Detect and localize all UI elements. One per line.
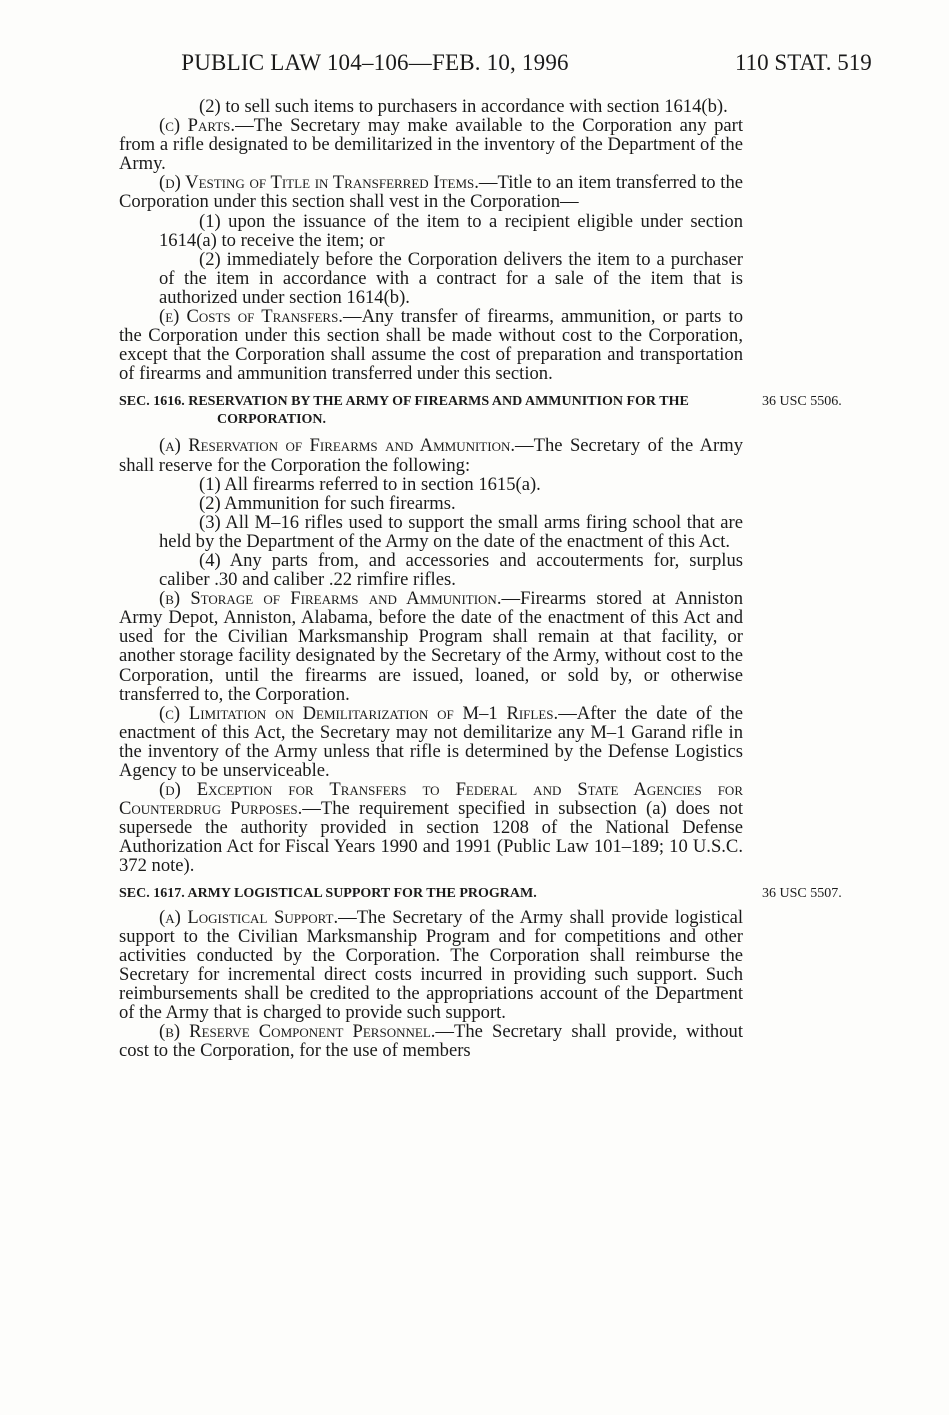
- statute-body: [119, 96, 842, 1062]
- subsection-b-reserve-personnel: (b) Reserve Component Personnel.—The Secretary shall provide, without cost to the Corporation, for the use of members: [119, 1021, 743, 1062]
- subsection-heading: (b) Reserve Component Personnel.: [159, 1021, 436, 1043]
- subsection-c-parts: (c) Parts.—The Secretary may make available to the Corporation any part from a rifle designated to be demilitarized in the inventory of the Department of the Army.: [119, 115, 743, 175]
- section-1616-heading: SEC. 1616. RESERVATION BY THE ARMY OF FIREARMS AND AMMUNITION FOR THE CORPORATION. 36 USC 5506.: [119, 394, 842, 428]
- paragraph-4-parts: (4) Any parts from, and accessories and accouterments for, surplus caliber .30 and caliber .22 rimfire rifles.: [159, 549, 743, 591]
- paragraph-2-sell-items: (2) to sell such items to purchasers in accordance with section 1614(b).: [199, 96, 728, 117]
- paragraph-3-m16-rifles: (3) All M–16 rifles used to support the small arms firing school that are held by the Department of the Army on the date of the enactment of this Act.: [159, 511, 743, 552]
- paragraph-1-issuance: (1) upon the issuance of the item to a recipient eligible under section 1614(a) to receive the item; or: [159, 210, 743, 251]
- subsection-a-reservation: (a) Reservation of Firearms and Ammunition.—The Secretary of the Army shall reserve for the Corporation the following:: [119, 435, 743, 476]
- subsection-d-vesting: (d) Vesting of Title in Transferred Items.—Title to an item transferred to the Corporation under this section shall vest in the Corporation—: [119, 172, 743, 213]
- subsection-heading: (a) Reservation of Firearms and Ammunition.: [159, 435, 516, 457]
- subsection-e-costs: (e) Costs of Transfers.—Any transfer of firearms, ammunition, or parts to the Corporation under this section shall be made without cost to the Corporation, except that the Corporation shall assume the cost of preparation and transportation of firearms and ammunition transferred under this section.: [119, 306, 744, 385]
- subsection-c-limitation: (c) Limitation on Demilitarization of M–1 Rifles.—After the date of the enactment of this Act, the Secretary may not demilitarize any M–1 Garand rifle in the inventory of the Army unless that rifle is determined by the Defense Logistics Agency to be unserviceable.: [119, 702, 744, 781]
- subsection-heading: (d) Vesting of Title in Transferred Items.: [159, 172, 479, 194]
- statute-page-number: 110 STAT. 519: [735, 50, 872, 75]
- margin-citation-1617: 36 USC 5507.: [762, 885, 842, 901]
- paragraph-2-delivery: (2) immediately before the Corporation delivers the item to a purchaser of the item in accordance with a contract for a sale of the item that is authorized under section 1614(b).: [159, 248, 743, 308]
- margin-citation-1616: 36 USC 5506.: [762, 394, 842, 410]
- subsection-a-logistical-support: (a) Logistical Support.—The Secretary of the Army shall provide logistical support to the Civilian Marksmanship Program and for competitions and other activities conducted by the Corporation. The Corporation shall reimburse the Secretary for incremental direct costs incurred in providing such support. Such reimbursements shall be credited to the appropriations account of the Department of the Army that is charged to provide such support.: [119, 906, 743, 1024]
- subsection-heading: (c) Limitation on Demilitarization of M–1 Rifles.: [159, 702, 559, 724]
- subsection-heading: (c) Parts.: [159, 115, 236, 137]
- subsection-d-exception: (d) Exception for Transfers to Federal and State Agencies for Counterdrug Purposes.—The requirement specified in subsection (a) does not supersede the authority provided in section 1208 of the National Defense Authorization Act for Fiscal Years 1990 and 1991 (Public Law 101–189; 10 U.S.C. 372 note).: [119, 779, 744, 877]
- subsection-heading: (d) Exception for Transfers to Federal and State Agencies for Counterdrug Purposes.: [119, 779, 743, 820]
- subsection-heading: (a) Logistical Support.: [159, 906, 339, 928]
- running-header-title: PUBLIC LAW 104–106—FEB. 10, 1996: [181, 50, 569, 75]
- paragraph-2-ammunition: (2) Ammunition for such firearms.: [199, 492, 456, 514]
- paragraph-1-firearms: (1) All firearms referred to in section 1615(a).: [199, 473, 541, 495]
- subsection-heading: (b) Storage of Firearms and Ammunition.: [159, 588, 502, 610]
- subsection-b-storage: (b) Storage of Firearms and Ammunition.—Firearms stored at Anniston Army Depot, Anniston, Alabama, before the date of the enactment of this Act and used for the Civilian Marksmanship Program shall remain at that facility, or another storage facility designated by the Secretary of the Army, without cost to the Corporation, until the firearms are issued, loaned, or sold by, or otherwise transferred to, the Corporation.: [119, 588, 743, 705]
- section-1617-heading: SEC. 1617. ARMY LOGISTICAL SUPPORT FOR THE PROGRAM. 36 USC 5507.: [119, 885, 842, 901]
- subsection-heading: (e) Costs of Transfers.: [159, 306, 343, 328]
